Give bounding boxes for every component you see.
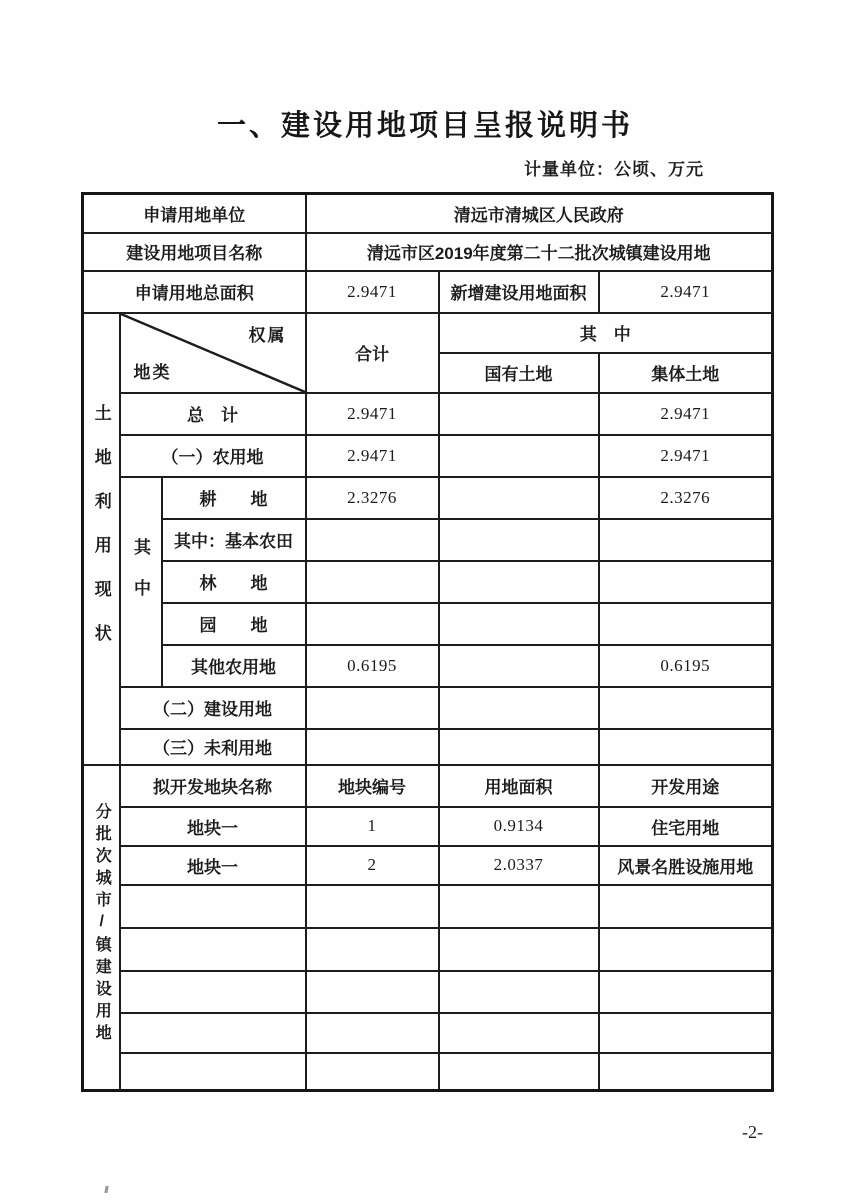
project-name-label-cell: 建设用地项目名称 — [83, 233, 306, 271]
land-use-row-label: 耕 地 — [162, 477, 306, 519]
table-row — [83, 846, 773, 885]
land-use-row-total: 2.3276 — [306, 477, 439, 519]
table-row — [83, 194, 773, 233]
diagonal-label-ownership: 权属 — [248, 325, 287, 345]
diagonal-header-cell — [120, 313, 306, 393]
col-header-total: 合计 — [306, 313, 439, 393]
parcel-row-purpose — [599, 1013, 773, 1053]
total-area-value-cell: 2.9471 — [306, 271, 439, 313]
parcel-row-area: 0.9134 — [439, 807, 599, 846]
among-group-label: 其中 — [131, 538, 150, 620]
land-use-row-collective — [599, 687, 773, 729]
table-row — [83, 271, 773, 313]
land-use-row-collective: 0.6195 — [599, 645, 773, 687]
land-use-row-label: （二）建设用地 — [120, 687, 306, 729]
parcel-row-purpose: 风景名胜设施用地 — [599, 846, 773, 885]
parcel-col-header-number: 地块编号 — [306, 765, 439, 807]
parcel-section-cell — [83, 765, 120, 1091]
land-use-row-total: 2.9471 — [306, 393, 439, 435]
land-use-section-cell — [83, 313, 120, 765]
parcel-col-header-area: 用地面积 — [439, 765, 599, 807]
table-row — [83, 971, 773, 1013]
land-use-row-state — [439, 729, 599, 765]
col-header-collective: 集体土地 — [599, 353, 773, 393]
parcel-row-area — [439, 971, 599, 1013]
table-row — [83, 687, 773, 729]
land-use-row-label: 园 地 — [162, 603, 306, 645]
parcel-section-label: 分批次城市/镇建设用地 — [93, 803, 111, 1047]
parcel-row-name — [120, 971, 306, 1013]
applicant-label-cell: 申请用地单位 — [83, 194, 306, 233]
parcel-row-number — [306, 928, 439, 971]
parcel-row-area — [439, 1013, 599, 1053]
parcel-row-number — [306, 1013, 439, 1053]
land-use-row-total — [306, 603, 439, 645]
table-row — [83, 885, 773, 928]
land-use-row-collective: 2.9471 — [599, 393, 773, 435]
table-row — [83, 645, 773, 687]
parcel-row-number: 2 — [306, 846, 439, 885]
table-row — [83, 233, 773, 271]
parcel-row-area — [439, 885, 599, 928]
land-use-row-state — [439, 435, 599, 477]
new-area-label-cell: 新增建设用地面积 — [439, 271, 599, 313]
land-use-row-total: 0.6195 — [306, 645, 439, 687]
land-use-row-label: 其他农用地 — [162, 645, 306, 687]
table-row — [83, 1053, 773, 1091]
parcel-row-number — [306, 885, 439, 928]
among-group-cell — [120, 477, 162, 687]
land-use-row-state — [439, 393, 599, 435]
land-use-row-state — [439, 645, 599, 687]
table-row — [83, 519, 773, 561]
parcel-row-number — [306, 1053, 439, 1091]
diagonal-label-land-type: 地类 — [133, 362, 172, 382]
land-use-row-state — [439, 519, 599, 561]
land-use-row-total: 2.9471 — [306, 435, 439, 477]
land-use-row-state — [439, 603, 599, 645]
land-use-row-collective — [599, 729, 773, 765]
table-row — [83, 561, 773, 603]
parcel-row-purpose: 住宅用地 — [599, 807, 773, 846]
parcel-row-purpose — [599, 928, 773, 971]
col-header-among: 其 中 — [439, 313, 773, 353]
table-row — [83, 477, 773, 519]
parcel-col-header-purpose: 开发用途 — [599, 765, 773, 807]
table-row — [83, 603, 773, 645]
scan-speck-artifact — [104, 1186, 108, 1193]
land-use-row-total — [306, 561, 439, 603]
parcel-row-name — [120, 1053, 306, 1091]
parcel-row-name: 地块一 — [120, 846, 306, 885]
parcel-row-name — [120, 1013, 306, 1053]
parcel-row-area — [439, 1053, 599, 1091]
page-title: 一、建设用地项目呈报说明书 — [216, 110, 633, 142]
parcel-row-name — [120, 885, 306, 928]
land-use-row-label: （三）未利用地 — [120, 729, 306, 765]
parcel-row-name: 地块一 — [120, 807, 306, 846]
table-row — [83, 1013, 773, 1053]
land-use-row-label: （一）农用地 — [120, 435, 306, 477]
land-use-row-state — [439, 561, 599, 603]
parcel-row-number: 1 — [306, 807, 439, 846]
land-use-row-total — [306, 687, 439, 729]
table-row — [83, 393, 773, 435]
parcel-col-header-name: 拟开发地块名称 — [120, 765, 306, 807]
land-use-row-total — [306, 729, 439, 765]
unit-note: 计量单位：公顷、万元 — [524, 160, 704, 179]
land-use-row-collective — [599, 603, 773, 645]
total-area-label-cell: 申请用地总面积 — [83, 271, 306, 313]
land-use-row-collective: 2.9471 — [599, 435, 773, 477]
table-row — [83, 729, 773, 765]
land-use-row-label: 其中：基本农田 — [162, 519, 306, 561]
land-use-row-collective: 2.3276 — [599, 477, 773, 519]
land-use-row-state — [439, 687, 599, 729]
land-report-table — [81, 192, 774, 1092]
table-row — [83, 928, 773, 971]
table-row — [83, 313, 773, 353]
parcel-row-purpose — [599, 1053, 773, 1091]
table-row — [83, 435, 773, 477]
table-row — [83, 765, 773, 807]
parcel-row-area: 2.0337 — [439, 846, 599, 885]
applicant-value-cell: 清远市清城区人民政府 — [306, 194, 773, 233]
land-use-row-label: 总 计 — [120, 393, 306, 435]
land-use-row-collective — [599, 519, 773, 561]
parcel-row-number — [306, 971, 439, 1013]
land-use-row-total — [306, 519, 439, 561]
table-row — [83, 807, 773, 846]
new-area-value-cell: 2.9471 — [599, 271, 773, 313]
col-header-state-owned: 国有土地 — [439, 353, 599, 393]
parcel-row-purpose — [599, 885, 773, 928]
parcel-row-purpose — [599, 971, 773, 1013]
land-use-row-state — [439, 477, 599, 519]
land-use-row-label: 林 地 — [162, 561, 306, 603]
land-use-section-label: 土地利用现状 — [91, 404, 111, 668]
page-number: -2- — [742, 1122, 763, 1142]
project-name-value-cell: 清远市区2019年度第二十二批次城镇建设用地 — [306, 233, 773, 271]
parcel-row-area — [439, 928, 599, 971]
land-use-row-collective — [599, 561, 773, 603]
parcel-row-name — [120, 928, 306, 971]
